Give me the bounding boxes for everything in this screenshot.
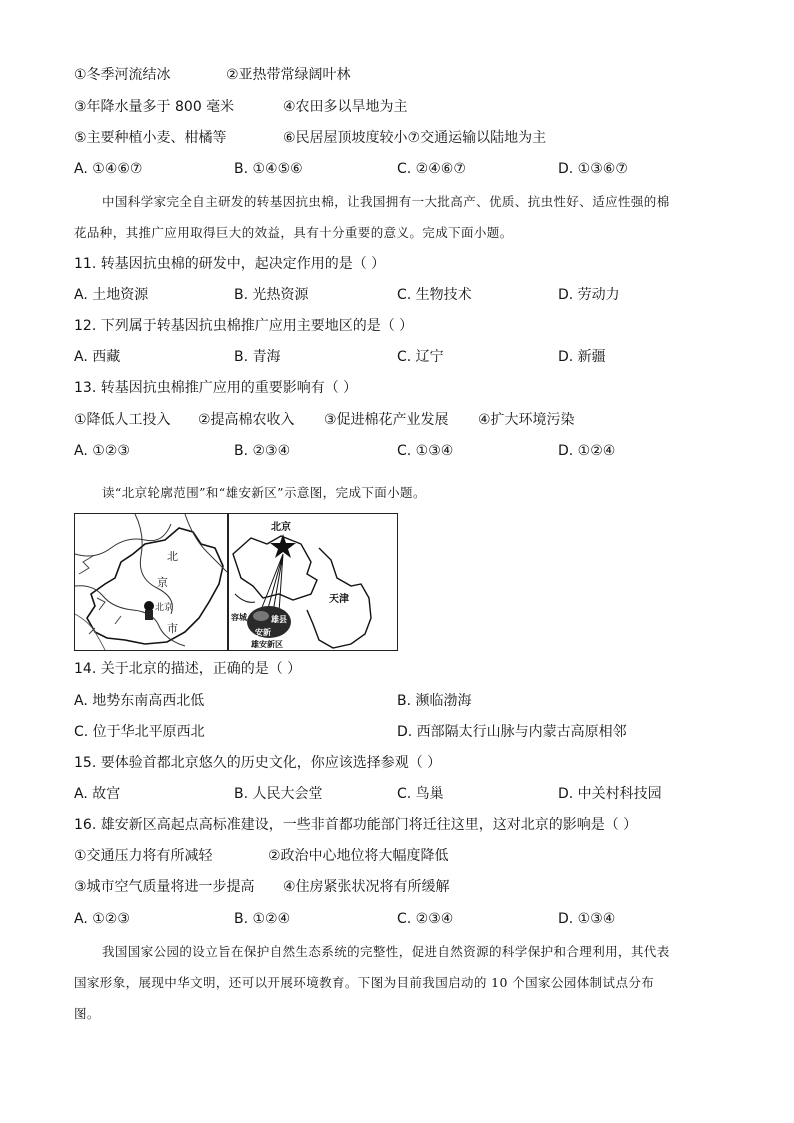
beijing-boundary <box>87 528 223 644</box>
map-label-rongcheng: 容城 <box>231 613 247 622</box>
q13-statement-3: ③促进棉花产业发展 <box>324 412 449 428</box>
q14-stem: 14. 关于北京的描述，正确的是（ ） <box>74 661 302 677</box>
map-svg <box>75 514 397 650</box>
river-5 <box>75 614 105 650</box>
q12-stem: 12. 下列属于转基因抗虫棉推广应用主要地区的是（ ） <box>74 318 414 334</box>
map-label-bei: 北 <box>167 550 178 563</box>
q13-option-b[interactable]: B. ②③④ <box>234 443 291 459</box>
passage-beijing-map-line-1: 读“北京轮廓范围”和“雄安新区”示意图，完成下面小题。 <box>102 485 426 500</box>
passage-national-parks <box>74 936 726 1029</box>
q10-option-b[interactable]: B. ①④⑤⑥ <box>234 161 303 177</box>
q11-option-b[interactable]: B. 光热资源 <box>234 287 309 303</box>
q15-option-b[interactable]: B. 人民大会堂 <box>234 786 323 802</box>
passage-beijing-map <box>74 477 726 508</box>
q12-option-d[interactable]: D. 新疆 <box>558 349 606 365</box>
beijing-city-block <box>145 610 153 620</box>
q10-option-c[interactable]: C. ②④⑥⑦ <box>397 161 466 177</box>
q16-option-a[interactable]: A. ①②③ <box>74 911 130 927</box>
passage-cotton-line-1: 中国科学家完全自主研发的转基因抗虫棉，让我国拥有一大批高产、优质、抗虫性好、适应性强的棉 <box>102 194 670 209</box>
q13-option-c[interactable]: C. ①③④ <box>397 443 454 459</box>
q11-option-d[interactable]: D. 劳动力 <box>558 287 620 303</box>
q14-option-d[interactable]: D. 西部隔太行山脉与内蒙古高原相邻 <box>397 724 627 740</box>
q15-stem: 15. 要体验首都北京悠久的历史文化，你应该选择参观（ ） <box>74 755 442 771</box>
q11-option-c[interactable]: C. 生物技术 <box>397 287 472 303</box>
river-1 <box>75 524 171 556</box>
q13-statement-4: ④扩大环境污染 <box>478 412 575 428</box>
q15-option-c[interactable]: C. 鸟巢 <box>397 786 444 802</box>
q16-stem: 16. 雄安新区高起点高标准建设，一些非首都功能部门将迁往这里，这对北京的影响是（ ） <box>74 817 638 833</box>
q13-option-a[interactable]: A. ①②③ <box>74 443 130 459</box>
q12-option-a[interactable]: A. 西藏 <box>74 349 121 365</box>
q16-option-c[interactable]: C. ②③④ <box>397 911 454 927</box>
q11-stem: 11. 转基因抗虫棉的研发中，起决定作用的是（ ） <box>74 256 386 272</box>
q14-option-b[interactable]: B. 濒临渤海 <box>397 693 472 709</box>
statement-4: ④农田多以旱地为主 <box>283 99 408 115</box>
q16-option-b[interactable]: B. ①②④ <box>234 911 291 927</box>
q16-statement-2: ②政治中心地位将大幅度降低 <box>268 848 449 864</box>
q13-statement-2: ②提高棉农收入 <box>198 412 295 428</box>
q13-option-d[interactable]: D. ①②④ <box>558 443 616 459</box>
q14-option-c[interactable]: C. 位于华北平原西北 <box>74 724 205 740</box>
statement-2: ②亚热带常绿阔叶林 <box>226 67 351 83</box>
map-label-tianjin: 天津 <box>329 594 349 605</box>
beijing-city-dot <box>144 601 154 611</box>
q11-option-a[interactable]: A. 土地资源 <box>74 287 149 303</box>
map-label-beijing: 北京 <box>155 603 174 613</box>
passage-cotton-line-2: 花品种，其推广应用取得巨大的效益，具有十分重要的意义。完成下面小题。 <box>74 225 513 240</box>
map-label-xiongan-new-area: 雄安新区 <box>251 640 283 649</box>
map-label-beijing-right: 北京 <box>271 522 291 533</box>
q16-option-d[interactable]: D. ①③④ <box>558 911 616 927</box>
map-label-jing: 京 <box>157 576 168 589</box>
q10-option-d[interactable]: D. ①③⑥⑦ <box>558 161 628 177</box>
q16-statement-3: ③城市空气质量将进一步提高 <box>74 879 255 895</box>
beijing-outline-panel <box>75 514 227 650</box>
xiongan-panel <box>231 520 371 649</box>
q10-option-a[interactable]: A. ①④⑥⑦ <box>74 161 143 177</box>
passage-national-parks-line-3: 图。 <box>74 1006 100 1021</box>
q12-option-c[interactable]: C. 辽宁 <box>397 349 444 365</box>
q16-statement-4: ④住房紧张状况将有所缓解 <box>283 879 450 895</box>
river-4 <box>185 514 227 572</box>
q13-stem: 13. 转基因抗虫棉推广应用的重要影响有（ ） <box>74 380 358 396</box>
map-label-anxin: 安新 <box>255 628 271 637</box>
radiating-lines <box>261 554 283 612</box>
passage-cotton <box>74 186 726 248</box>
statement-3: ③年降水量多于 800 毫米 <box>74 99 235 115</box>
q14-option-a[interactable]: A. 地势东南高西北低 <box>74 693 205 709</box>
statement-5: ⑤主要种植小麦、柑橘等 <box>74 130 227 146</box>
q15-option-a[interactable]: A. 故宫 <box>74 786 121 802</box>
mountain-hatching <box>79 556 121 634</box>
q13-statement-1: ①降低人工投入 <box>74 412 171 428</box>
map-label-shi: 市 <box>167 622 178 635</box>
beijing-xiongan-map <box>74 513 398 651</box>
map-panel-divider <box>227 514 229 650</box>
statement-1: ①冬季河流结冰 <box>74 67 171 83</box>
statement-6-7: ⑥民居屋顶坡度较小⑦交通运输以陆地为主 <box>283 130 547 146</box>
q15-option-d[interactable]: D. 中关村科技园 <box>558 786 662 802</box>
hebei-border <box>235 594 255 602</box>
xiongan-lake <box>253 611 269 621</box>
map-label-xiongxian: 雄县 <box>271 615 287 624</box>
river-3 <box>135 514 172 614</box>
q16-statement-1: ①交通压力将有所减轻 <box>74 848 213 864</box>
passage-national-parks-line-2: 国家形象，展现中华文明，还可以开展环境教育。下图为目前我国启动的 10 个国家公园体制试点分布 <box>74 975 655 990</box>
q12-option-b[interactable]: B. 青海 <box>234 349 281 365</box>
passage-national-parks-line-1: 我国国家公园的设立旨在保护自然生态系统的完整性，促进自然资源的科学保护和合理利用，其代表 <box>102 944 670 959</box>
